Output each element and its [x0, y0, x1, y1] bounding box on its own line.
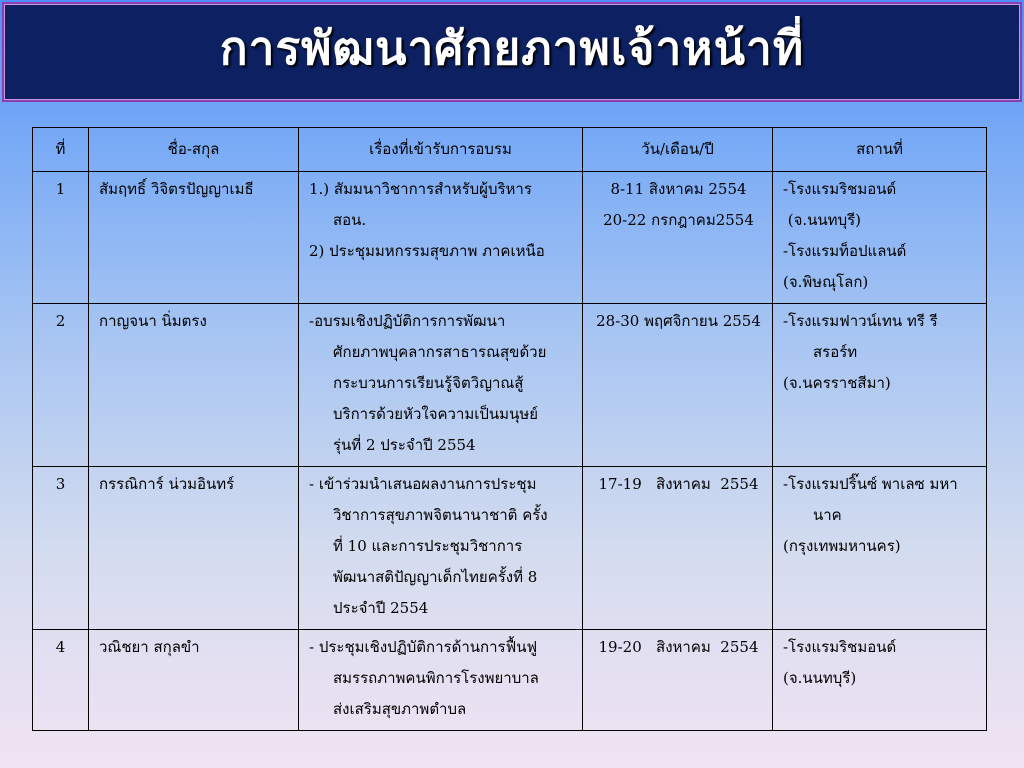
title-bar	[2, 2, 1022, 102]
training-line: สมรรถภาพคนพิการโรงพยาบาล	[333, 669, 539, 687]
date-line: 17-19 สิงหาคม 2554	[598, 475, 759, 493]
training-line: วิชาการสุขภาพจิตนานาชาติ ครั้ง	[333, 506, 548, 524]
training-line: สอน.	[333, 211, 367, 229]
training-line: รุ่นที่ 2 ประจำปี 2554	[333, 436, 476, 454]
training-line: บริการด้วยหัวใจความเป็นมนุษย์	[333, 405, 539, 423]
row-number: 3	[33, 467, 89, 630]
row-name: กาญจนา นิ่มตรง	[89, 304, 299, 467]
training-line: ศักยภาพบุคลากรสาธารณสุขด้วย	[333, 343, 547, 361]
table-row	[33, 630, 987, 731]
place-line: (จ.นนทบุรี)	[783, 211, 862, 229]
row-place	[773, 172, 987, 304]
place-line: -โรงแรมริชมอนด์	[783, 638, 897, 656]
row-training	[299, 630, 583, 731]
table-row	[33, 172, 987, 304]
training-line: ประจำปี 2554	[333, 599, 429, 617]
place-line: -โรงแรมริชมอนด์	[783, 180, 897, 198]
training-line: 1.) สัมมนาวิชาการสำหรับผู้บริหาร	[309, 180, 532, 198]
table-row	[33, 304, 987, 467]
row-name: สัมฤทธิ์ วิจิตรปัญญาเมธี	[89, 172, 299, 304]
training-line: - เข้าร่วมนำเสนอผลงานการประชุม	[309, 475, 537, 493]
row-date	[583, 630, 773, 731]
row-place	[773, 630, 987, 731]
date-line: 8-11 สิงหาคม 2554	[610, 180, 747, 198]
header-name: ชื่อ-สกุล	[89, 128, 299, 172]
training-table	[32, 127, 987, 731]
training-line: พัฒนาสติปัญญาเด็กไทยครั้งที่ 8	[333, 568, 538, 586]
place-line: นาค	[813, 506, 842, 524]
date-line: 19-20 สิงหาคม 2554	[598, 638, 759, 656]
training-line: ส่งเสริมสุขภาพตำบล	[333, 700, 467, 718]
training-line: -อบรมเชิงปฏิบัติการการพัฒนา	[309, 312, 506, 330]
training-line: - ประชุมเชิงปฏิบัติการด้านการฟื้นฟู	[309, 638, 538, 656]
row-training	[299, 172, 583, 304]
row-date	[583, 304, 773, 467]
table-header-row	[33, 128, 987, 172]
place-line: (จ.นนทบุรี)	[783, 669, 857, 687]
header-date: วัน/เดือน/ปี	[583, 128, 773, 172]
row-name: กรรณิการ์ น่วมอินทร์	[89, 467, 299, 630]
training-line: 2) ประชุมมหกรรมสุขภาพ ภาคเหนือ	[309, 242, 545, 260]
header-num: ที่	[33, 128, 89, 172]
table-row	[33, 467, 987, 630]
slide-title: การพัฒนาศักยภาพเจ้าหน้าที่	[219, 20, 805, 75]
header-training: เรื่องที่เข้ารับการอบรม	[299, 128, 583, 172]
row-date	[583, 172, 773, 304]
row-training	[299, 304, 583, 467]
place-line: -โรงแรมปริ๊นซ์ พาเลซ มหา	[783, 475, 958, 493]
row-training	[299, 467, 583, 630]
row-date	[583, 467, 773, 630]
place-line: -โรงแรมฟาวน์เทน ทรี รี	[783, 312, 938, 330]
row-place	[773, 467, 987, 630]
row-number: 2	[33, 304, 89, 467]
row-name: วณิชยา สกุลขำ	[89, 630, 299, 731]
header-place: สถานที่	[773, 128, 987, 172]
row-number: 4	[33, 630, 89, 731]
place-line: (กรุงเทพมหานคร)	[783, 537, 901, 555]
training-line: กระบวนการเรียนรู้จิตวิญาณสู้	[333, 374, 524, 392]
row-place	[773, 304, 987, 467]
training-line: ที่ 10 และการประชุมวิชาการ	[333, 537, 523, 555]
place-line: (จ.นครราชสีมา)	[783, 374, 891, 392]
row-number: 1	[33, 172, 89, 304]
date-line: 28-30 พฤศจิกายน 2554	[596, 312, 761, 330]
place-line: (จ.พิษณุโลก)	[783, 273, 869, 291]
place-line: สรอร์ท	[813, 343, 858, 361]
place-line: -โรงแรมท็อปแลนด์	[783, 242, 907, 260]
date-line: 20-22 กรกฎาคม2554	[603, 211, 754, 229]
